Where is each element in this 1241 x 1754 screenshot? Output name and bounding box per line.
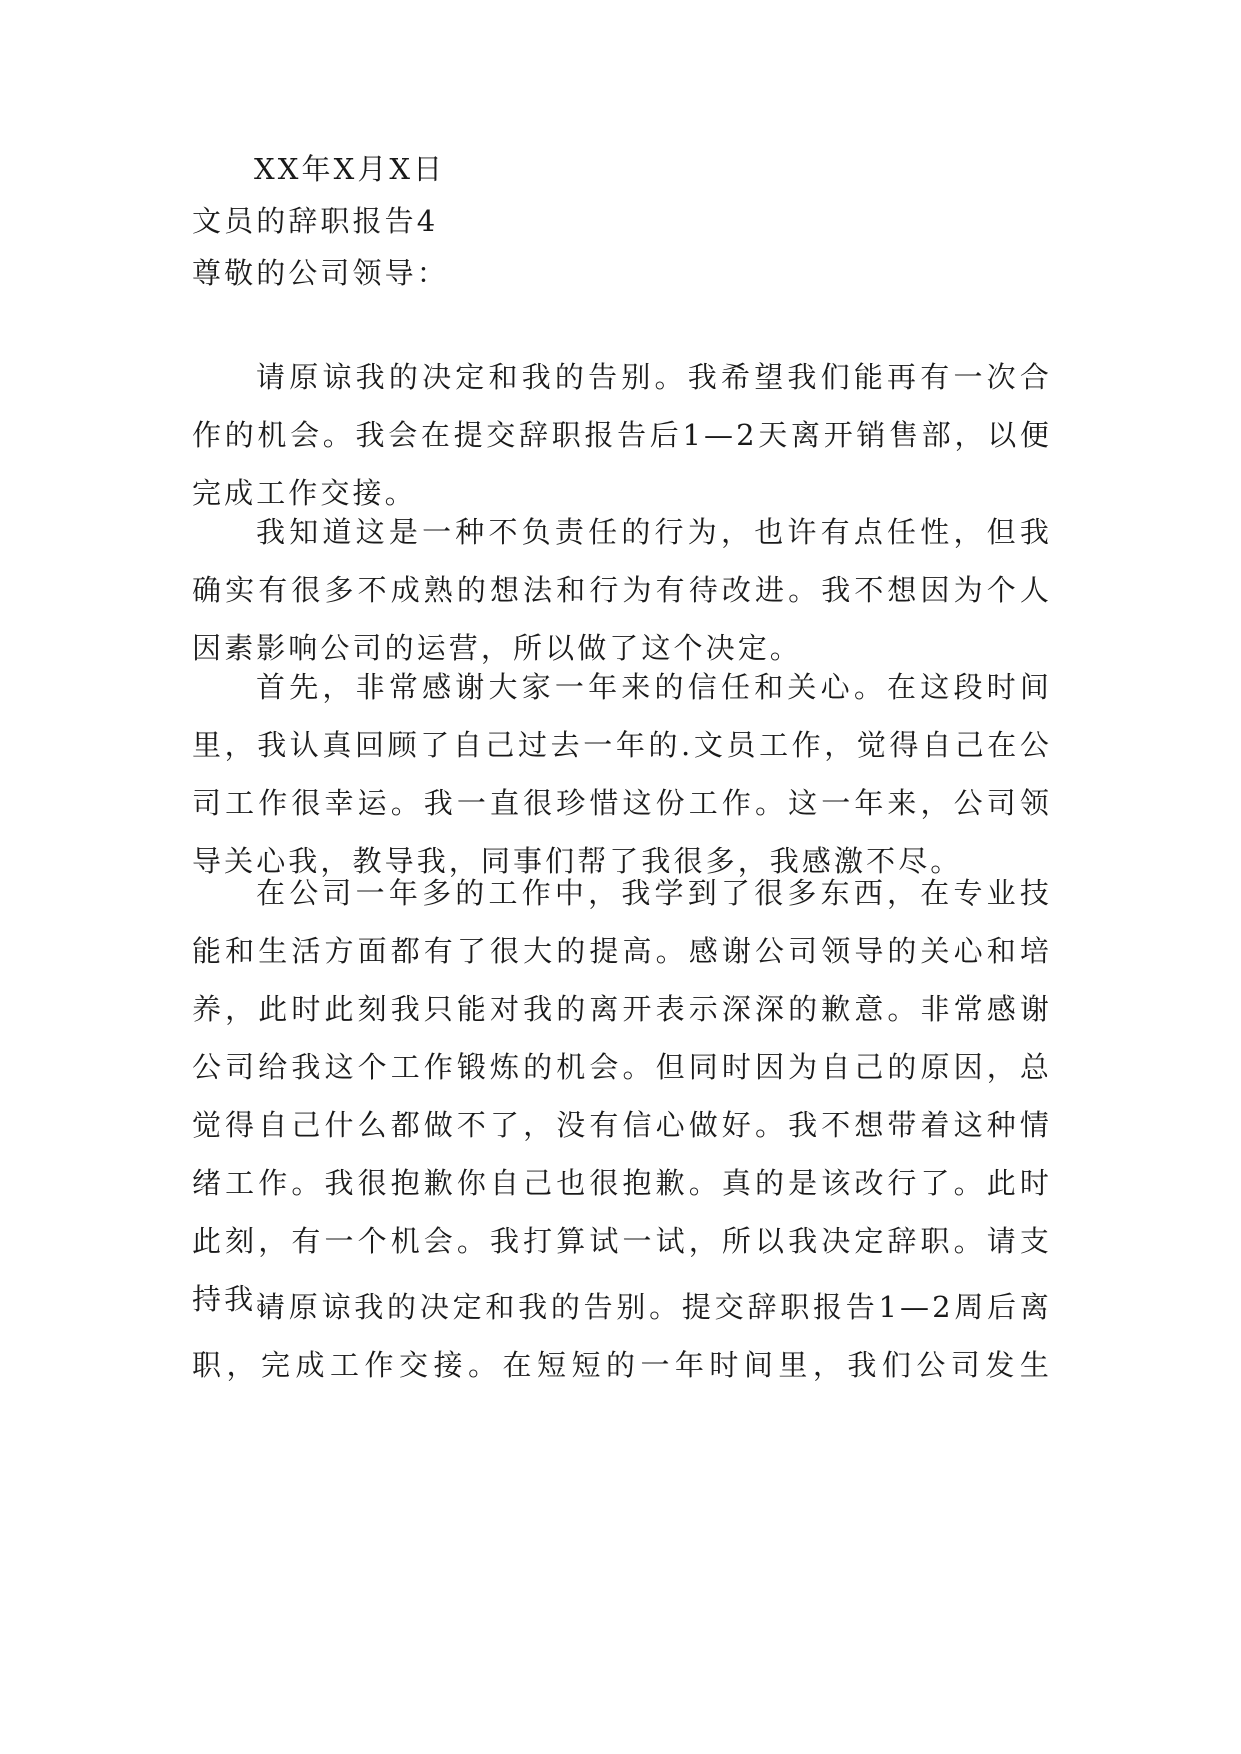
salutation: 尊敬的公司领导： (192, 256, 449, 290)
paragraph-2: 我知道这是一种不负责任的行为，也许有点任性，但我确实有很多不成熟的想法和行为有待改进。我不想因为个人因素影响公司的运营，所以做了这个决定。 (192, 515, 1052, 665)
report-title: 文员的辞职报告4 (192, 204, 439, 238)
paragraph-3: 首先，非常感谢大家一年来的信任和关心。在这段时间里，我认真回顾了自己过去一年的.文员工作，觉得自己在公司工作很幸运。我一直很珍惜这份工作。这一年来，公司领导关心我，教导我，同事们帮了我很多，我感激不尽。 (192, 670, 1052, 878)
paragraph-4: 在公司一年多的工作中，我学到了很多东西，在专业技能和生活方面都有了很大的提高。感谢公司领导的关心和培养，此时此刻我只能对我的离开表示深深的歉意。非常感谢公司给我这个工作锻炼的机会。但同时因为自己的原因，总觉得自己什么都做不了，没有信心做好。我不想带着这种情绪工作。我很抱歉你自己也很抱歉。真的是该改行了。此时此刻，有一个机会。我打算试一试，所以我决定辞职。请支持我。 (192, 876, 1052, 1316)
paragraph-5: 请原谅我的决定和我的告别。提交辞职报告1—2周后离职，完成工作交接。在短短的一年时间里，我们公司发生 (192, 1290, 1052, 1382)
date-line: XX年X月X日 (254, 152, 446, 186)
paragraph-1: 请原谅我的决定和我的告别。我希望我们能再有一次合作的机会。我会在提交辞职报告后1—2天离开销售部，以便完成工作交接。 (192, 360, 1052, 510)
